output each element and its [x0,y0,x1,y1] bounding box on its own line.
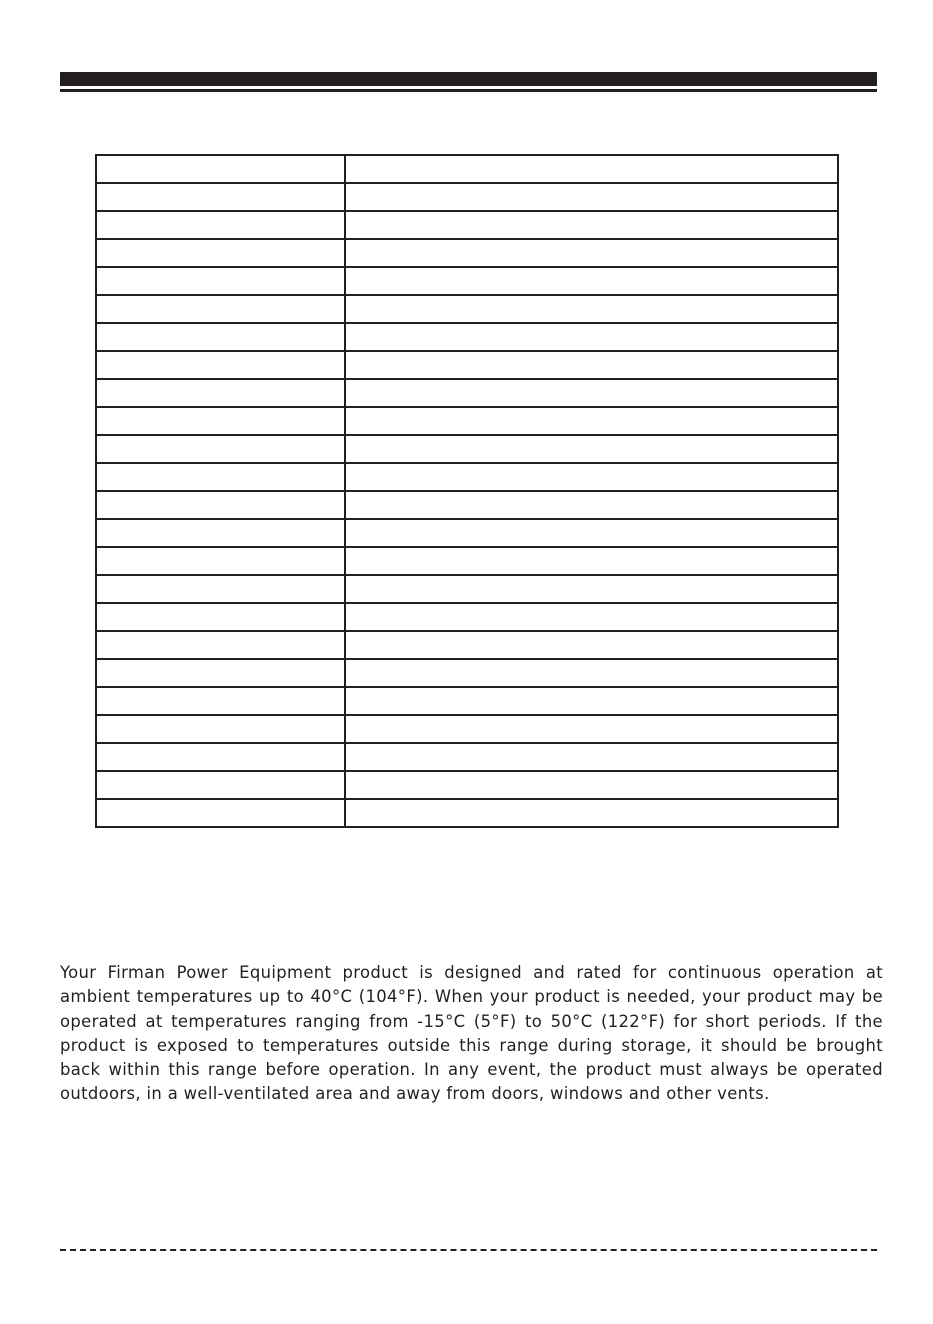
table-row [96,267,838,295]
spec-label-cell [96,659,345,687]
spec-label-cell [96,463,345,491]
spec-label-cell [96,491,345,519]
spec-label-cell [96,575,345,603]
spec-value-cell [345,435,838,463]
spec-value-cell [345,155,838,183]
spec-value-cell [345,463,838,491]
spec-label-cell [96,799,345,827]
spec-label-cell [96,351,345,379]
spec-label-cell [96,771,345,799]
spec-label-cell [96,267,345,295]
table-row [96,603,838,631]
table-row [96,435,838,463]
spec-value-cell [345,659,838,687]
spec-value-cell [345,323,838,351]
table-row [96,407,838,435]
table-row [96,687,838,715]
spec-value-cell [345,687,838,715]
spec-label-cell [96,547,345,575]
header-bar-thick [60,72,877,86]
spec-label-cell [96,407,345,435]
spec-value-cell [345,715,838,743]
spec-label-cell [96,239,345,267]
spec-value-cell [345,519,838,547]
spec-value-cell [345,295,838,323]
spec-value-cell [345,379,838,407]
table-row [96,519,838,547]
spec-value-cell [345,239,838,267]
spec-value-cell [345,799,838,827]
spec-value-cell [345,407,838,435]
footer-dashed-rule [60,1249,877,1251]
spec-label-cell [96,183,345,211]
spec-label-cell [96,323,345,351]
spec-label-cell [96,687,345,715]
spec-label-cell [96,519,345,547]
spec-value-cell [345,631,838,659]
table-row [96,239,838,267]
spec-value-cell [345,743,838,771]
table-row [96,463,838,491]
specification-table-body [96,155,838,827]
operating-temperature-paragraph: Your Firman Power Equipment product is designed and rated for continuous operation at ambient temperatures up to 40°C (104°F). When your product is needed, your product may be operated at temperatures ranging from -15°C (5°F) to 50°C (122°F) for short periods. If the product is exposed to temperatures outside this range during storage, it should be brought back within this range before operation. In any event, the product must always be operated outdoors, in a well-ventilated area and away from doors, windows and other vents. [60,963,883,1104]
table-row [96,659,838,687]
table-row [96,715,838,743]
table-row [96,631,838,659]
spec-value-cell [345,351,838,379]
table-row [96,547,838,575]
spec-label-cell [96,155,345,183]
spec-value-cell [345,267,838,295]
spec-label-cell [96,743,345,771]
table-row [96,351,838,379]
table-row [96,323,838,351]
spec-value-cell [345,547,838,575]
table-row [96,379,838,407]
spec-label-cell [96,211,345,239]
spec-label-cell [96,715,345,743]
table-row [96,799,838,827]
table-row [96,491,838,519]
table-row [96,183,838,211]
table-row [96,155,838,183]
spec-value-cell [345,771,838,799]
table-row [96,211,838,239]
specification-table [95,154,839,828]
spec-label-cell [96,295,345,323]
spec-value-cell [345,575,838,603]
table-row [96,771,838,799]
spec-value-cell [345,183,838,211]
table-row [96,575,838,603]
spec-value-cell [345,211,838,239]
header-bar-thin [60,89,877,92]
spec-label-cell [96,379,345,407]
table-row [96,743,838,771]
spec-label-cell [96,631,345,659]
spec-label-cell [96,603,345,631]
table-row [96,295,838,323]
spec-value-cell [345,603,838,631]
spec-label-cell [96,435,345,463]
spec-value-cell [345,491,838,519]
